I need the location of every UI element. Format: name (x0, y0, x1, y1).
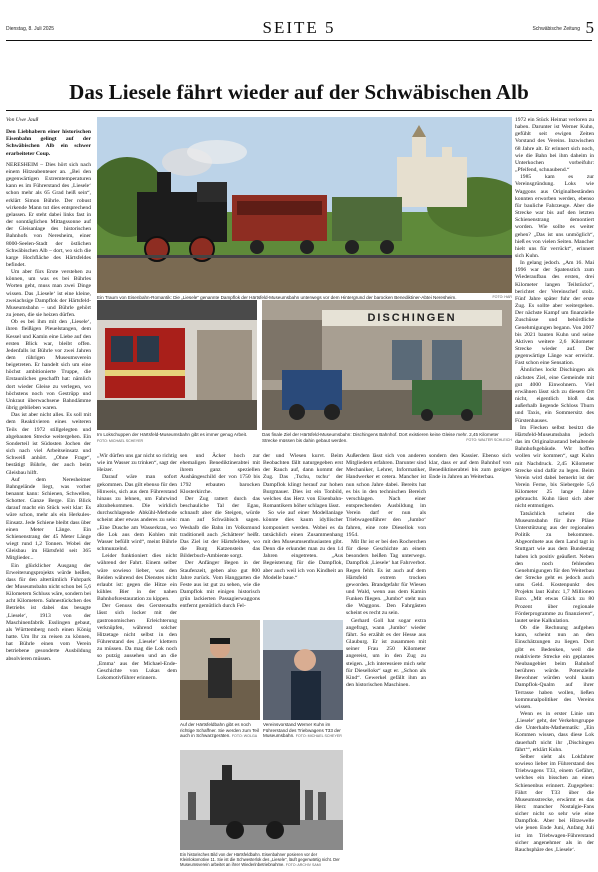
station-photo (262, 300, 512, 430)
body-paragraph: Selber sieht als Lokfahrer sowieso lieber im Führerstand des Triebwagens T33, einem Gefährt, welches ein bisschen an einen Schienenbus erinnert. Zugegeben: Fährt der T33 über die Museumsstrecke, erwärmt es das Herz mancher Nostalgie-Fans sicher nicht so sehr wie eine Dampflok. Aber bei Hitzewelle wie jenen Ende Juni, Anfang Juli ist im Triebwagen-Führerstand sicher angenehmer als in der Rauchsphäre des ‚Liesele‘. (515, 753, 594, 853)
header-date: Dienstag, 8. Juli 2025 (6, 26, 55, 32)
body-paragraph: Darauf wäre man sofort gekommen. Das gilt ebenso für den Hinweis, sich aus dem Führerstand hinaus zu lehnen, um Fahrwind abzubekommen. Die wirklich durchschlagende Abkühl-Methode scheint aber etwas anderes zu sein: „Eine Dusche am Wasserkran, wo die Lok aus dem Kohlen mit Wasser befüllt wird“, meint Bührle schmunzelnd. (97, 474, 177, 553)
body-paragraph: der und Wiesen kurvt. Beim Beobachten fällt naturgegeben erst der Rauch auf, dann kommt der Zug. Das ‚Tschu, tschu‘ der Dampflok klingt herauf zur hohen Burgmauer. Dies ist ein Tonbild, welches das Herz von Eisenbahn-Romantikern höher schlagen lässt. (263, 453, 343, 510)
body-paragraph: Ein glücklicher Ausgang der Erweiterungsprojekts würde heißen, dass für den altertümlich Fuhrpark der Museumsbahn nicht schon bei 5,6 Kilometern Schluss wäre, sondern bei acht Kilometern. Sahnestückchen des Betriebs ist dabei das besagte ‚Liesele‘, 1913 von der Maschinenfabrik Esslingen gebaut, als Württemberg noch einen König hatte. Um Ihr zu reisen zu können, hat Bührle einen vom Verein betriebene gesonderte Ausbildung absolvieren müssen. (6, 562, 91, 662)
header-paper: Schwäbische Zeitung (532, 26, 580, 32)
body-paragraph: In gelang jedoch. „Am 16. Mai 1996 war der Spatenstich zum Wiederaufbau des ersten, drei Kilometer langen Teilstücks“, berichtet der Vereinschef stolz. Fünf Jahre später fuhr der erste Zug. Es sollte aber weitergehen. Der nächste Kampf um finanzielle Zuschüsse und behördliche Genehmigungen begann. Von 2007 bis 2021 bauten Kuhn und seine Aktiven weitere 2,6 Kilometer Strecke wieder auf. Der gegenwärtige Länge war erreicht. Fast schon eine Sensation. (515, 260, 594, 367)
conductor-illustration (180, 620, 260, 720)
body-paragraph: Leider funktioniert dies nicht während der Fahrt. Einem selber wäre sowieso lieber, was den Reiden während des Dienstes nicht erlaubt ist: gegen die Hitze ein kühles Bier in der nahen Bahnhofsrestauration zu kippen. (97, 553, 177, 603)
historic-photo (180, 750, 343, 850)
column-3 (180, 453, 260, 610)
photo-credit: FOTO: MICHAEL SCHEYER (97, 438, 144, 443)
author-line: Von Uwe Jauß (6, 117, 39, 123)
body-paragraph: sen und Äcker hoch zur ehemaligen Benediktinerabtei mit ihrem ganz speziellen Aushängeschild der von 1750 bis 1792 erbauten barocken Klosterkirche. (180, 453, 260, 495)
interior-photo (97, 300, 257, 430)
chairman-photo (263, 620, 343, 720)
body-paragraph: NERESHEIM – Dies hört sich nach einem Hitzeabenteuer an. „Bei den gegenwärtigen Extremtemperaturen kann es im Führerstand des ‚Liesele‘ schon mehr als 65 Grad heiß sein“, erklärt Simon Bührle. Der robust wirkende Mann tut dies entsprechend gelassen. Er steht dabei links fast in der sonntäglichen Mittagssonne auf der Gleisanlage des historischen Bahnhofs von Neresheim, einer 8000-Seelen-Stadt der östlichen Schwäbischen Alb – dort, wo sich die karge Hochfläche des Härtsfeldes befindet. (6, 161, 91, 268)
column-5b (429, 453, 511, 482)
photo-credit: FOTO: MICHAEL SCHEYER (295, 734, 342, 739)
headline: Das Liesele fährt wieder auf der Schwäbischen Alb (69, 80, 529, 104)
caption-text: Ein historisches Bild von der Härtsfeldbahn. Eisenbahner posieren vor der Kleinlokomotive 11. Sie ist die Schwesterlok des „Liesele“, läuft gegenwärtig nicht. Der Museumsverein arbeitet an ihrer Wiederinbetriebnahme. (180, 852, 340, 867)
body-paragraph: sondern den Kassier. Ebenso sich klar, dass er auf dem Bahnhof von Benediktinerabtei bis zum gezigen Ende in Jahren an Weiterbau. (429, 453, 511, 481)
historic-photo-caption (180, 852, 343, 868)
body-paragraph: Außerdem lässt sich von anderen Mitgliedern erfahren. Darunter sind Mechaniker, Lehrer, Informatiker, Handwerker et cetera. Mancher ist nun schon Jahre dabei. Bereits hat es bis in den technischen Bereich verschlagen. Nach einer entsprechenden Ausbildung im Verein darf er nun als Triebwagenführer den ‚Jumbo‘ fahren, eine rote Diesellok von 1954. (346, 453, 426, 538)
body-paragraph: Gerhard Goll hat sogar extra angefragt, wann ‚Jumbo‘ wieder fährt. So erzählt es der Hesse aus Glauburg. Er ist zusammen mit seiner Frau 250 Kilometer angereist, um in den Zug zu steigen. „Ich interessiere mich sehr für Dieselloks“ sagt er. „Schon als Kind“. Gewerkel gefällt ihm an den historischen Maschinen. (346, 617, 426, 688)
worker-photo (180, 620, 260, 720)
body-paragraph: So wie auf einer Modellanlage könnte dies kaum idyllischer komponiert werden. Wobei es da tatsächlich einen Zusammenhang mit den Museumsenthusiasten gibt. Denn die erkundet man zu den 14 Jahren eingetreten. „Aus Begeisterung für die Dampflok, aber auch weil ich von Kindheit an Modelle baue.“ (263, 510, 343, 581)
headline-rule (6, 110, 592, 111)
worker-photo-caption (180, 722, 260, 740)
header-page-number: 5 (585, 18, 594, 37)
station-sign: DISCHINGEN (367, 312, 457, 324)
body-paragraph: „Wir dürfen uns gar nicht so richtig wie im Wasser zu trinken“, sagt der Heizer. (97, 453, 177, 474)
column-1 (6, 117, 91, 663)
page-header (0, 0, 598, 40)
body-paragraph: Auf dem Neresheimer Bahngelände liegt, was vorher benannt kann: Schienen, Schwellen, Schotter. Ganze Berge. Ein Blick darauf macht ein Stück weit klar: Es wäre schon, mehr als ein Herkules-Einsatz. Jede Schiene bleibt dass über einen Meter Länge. Ein Schienenstrang der 45 Meter Länge wiegt rund 1,2 Tonnen. Wobei der Gleisbau im Härtsfeld seit 365 Mitglieder... (6, 476, 91, 562)
body-paragraph: Der Zug rattert durch das beschauliche Tal der Egau, schnauft aber die Steigen, würde man auf Schwäbisch sagen. Weshalb die Bahn im Volksmund traditionell auch ‚Schättere‘ heißt. Das Ziel ist der Härtsfeldsee, wo die Burg Katzenstein das Bilderbuch-Ambiente sorgt. (180, 495, 260, 560)
station-photo-caption (262, 432, 512, 443)
photo-credit: FOTO: HAR (492, 295, 512, 299)
lead-paragraph: Den Liebhabern einer historischen Eisenbahn gelingt auf der Schwäbischen Alb ein schwer erarbeiteter Coup. (6, 129, 91, 157)
body-paragraph: Ob die Rechnung aufgehen kann, scheint nun an den Einschätzungen zu liegen. Dort gibt es Bedenken, weil die reaktivierte Strecke ein geplantes Neubaugebiet beim Bahnhof berühren würde. Potenzielle Bewohner würden wohl kaum Dampflok-Qualm auf ihrer Terrasse haben wollen, ließen kommunalpolitiker des Vereins wissen. (515, 625, 594, 710)
main-photo (97, 117, 512, 293)
body-paragraph: Im Flecken selbst besitzt die Härtsfeld-Museumsbahn jedoch das im Originalzustand behaltende Bahnhofsgebäude. Wir hoffen wollen wir kommen“, sagt Kuhn mit Nachdruck. 2,45 Kilometer Strecke sind dafür zu legen. Beim Verein wird dabei bemerkt ist der Verein Ferne, bis Siebergele 5,6 Kilometer 25 lange Jahre gebraucht. Kuhn lässt sich aber nicht entmutigen. (515, 424, 594, 510)
column-5 (346, 453, 426, 689)
body-paragraph: Tatsächlich scheint die Museumsbahn für ihre Pläne Unterstützung aus der regionalen Politik zu bekommen. Abgeordnete aus dem Land tagt in Stuttgart wie aus dem Bundestag haben ich positiv geäußert. Neben den noch fehlenden Genehmigungen für den Weiterbau der Strecke geht es jedoch auch ums Geld. Kostenpunkt des Projekts laut Kuhn: 1,7 Millionen Euro. „Mit etwas Glück zu 80 Prozent über regionale Förderprogramme zu finanzieren“, lautet seine Kalkulation. (515, 510, 594, 624)
body-paragraph: Das ist aber nicht alles. Es soll mit dem Reaktivieren eines weiteren Teils der 1972 stillgelegten und abgebauten Strecke weitergehen. Ein Sonderteil ist Südosten Jochen der sich nach viel Arbeitseinsatz und Schweiß anhört. „Ohne Frage“, bestätigt Bührle, der auch beim Gleisbau hilft. (6, 412, 91, 476)
body-paragraph: Ähnliches lockt Dischingen als nächstes Ziel, eine Gemeinde mit gut 4000 Einwohnern. Viel erwähnen lässt sich zu diesem Ort nicht, eigentlich bloß das außerhalb liegende Schloss Thurn und Taxis, ein Sommersitz des Fürstenhauses. (515, 367, 594, 424)
caption-text: Im Lokschuppen der Härtsfeld-Museumsbahn gibt es immer genug Arbeit. (97, 432, 248, 437)
header-rule (6, 40, 592, 41)
header-section: SEITE 5 (262, 18, 336, 37)
body-paragraph: Ob es bei ihm mit den ‚Liesele‘, ihren fleißigen Pleuelstangen, dem Kessel und Kamin eine Liebe auf den ersten Blick war, bleibt offen. Jedenfalls ist Bührle vor zwei Jahren dem rührigen Museumsverein beigetreten. Er handelt sich um eine höchst ambitionierte Truppe, die Erstaunliches geschafft hat: nämlich dort wieder Gleise zu verlegen, wo höchstens noch von Gestrüpp und Unkraut überwachsene Bahndämme übrig geblieben waren. (6, 319, 91, 412)
historic-locomotive-illustration (180, 750, 343, 850)
body-paragraph: 1972 ein Stück Heimat verloren zu haben. Darunter ist Werner Kuhn, gefühlt seit ewigen Zeiten Vorstand des Vereins. Inzwischen 68 Jahre alt. Er erinnert sich noch, wie die Bahn bei ihm daheim in Unterkochen vorbeifuhr: „Pfeifend, schnaubend.“ (515, 117, 594, 174)
caption-text: Vereinsvorstand Werner Kuhn im Führerstand des Triebwagens T33 der Museumsbahn. (263, 722, 341, 739)
body-paragraph: Der Anfänger Begen in der Staufenzeit, geben also gut 800 Jahre zurück. Vom Hanggarten die Feste aus ist gut zu sehen, wie die Dampflok mit einigen historisch grün lackierten Passagierwaggons entfernt gemütlich durch Fel- (180, 560, 260, 610)
photo-credit: FOTO: ARCHIV SAMI (285, 863, 321, 867)
body-paragraph: Der Genuss des Gerstensafts lässt sich locker mit der gastronomischen Erleichterung verknüpfen, während solcher Hitzetage nicht selbst in den Führerstand des ‚Liesele‘ klettern zu müssen. Da mag die Lok noch so putzig aussehen und an die ‚Emma‘ aus der Michael-Ende-Geschichte von Lukas dem Lokomotivführer erinnern. (97, 603, 177, 681)
photo-credit: FOTO: WOLGA (231, 734, 258, 739)
body-paragraph: Mit Ihr ist er bei den Rocherchen für diese Geschichte an einem besonders heißen Tag unterwegs. Dampflok ‚Liesele‘ hat Fahrverbot. Regen fehlt. Es ist auch auf dem Härtsfeld extrem trocken geworden. Brandgefahr für Wiesen und Wald, wenn aus dem Kamin Funken fliegen. „Jumbo“ steht nun die Waggons. Den Fahrgästen scheint es recht zu sein. (346, 538, 426, 617)
caption-text: Auf der Härtsfeldbahn gibt es noch richtige Schaffner. Sie werden zum Teil auch in Schwarzgeräten. (180, 722, 259, 739)
photo-credit: FOTO: WALTER SCHLEICH (466, 437, 512, 442)
caption-text: Das finale Ziel der Härtsfeld-Museumsbahn: Dischingens Bahnhof. Dort existieren keine Gleise mehr. 2,45 Kilometer Strecke müssen bis dahin gebaut werden. (262, 432, 499, 443)
chairman-illustration (263, 620, 343, 720)
column-2 (97, 453, 177, 682)
body-paragraph: Wenn es in erster Linie um ‚Liesele‘ geht, der Verkehrsgruppe die Unterhalts-Mathematik: „Ein Kommen wissen, dass diese Lok dauerhaft nicht ihr ‚Dischingen fährt‘“, erklärt Kuhn. (515, 710, 594, 753)
column-6 (515, 117, 594, 854)
body-paragraph: 1985 kam es zur Vereinsgründung. Loks wie Waggons aus Originalbeständen konnten erworben werden, ebenso für bauliche Fahrzeuge. Aber die Strecke war bis auf den letzten Schienenstrang demontiert worden. Wie sollte es weiter gehen? „Das ist uns unmöglich“, hieß es von vielen Seiten. Mancher hielt uns für verrückt“, erinnert sich Kuhn. (515, 174, 594, 259)
chairman-photo-caption (263, 722, 343, 740)
railcar-interior-illustration (97, 300, 257, 430)
body-paragraph: Um aber fürs Erste verstehen zu können, um was es bei Bührles Worten geht, muss man zwei Dinge wissen. Das ‚Liesele‘ ist eine kleine, zweiachsige Dampflok der Härtsfeld-Museumsbahn – und Bührle gehört zu jenen, die sie heizen dürfen. (6, 269, 91, 319)
steam-train-illustration (97, 117, 512, 293)
column-4 (263, 453, 343, 613)
interior-photo-caption (97, 432, 257, 444)
caption-text: Ein Traum von Eisenbahn-Romantik: Die „Liesele“ genannte Dampflok der Härtsfeld-Museumsbahn unterwegs vor dem Hintergrund der barocken Benediktiner-Abtei Neresheim. (97, 295, 457, 300)
